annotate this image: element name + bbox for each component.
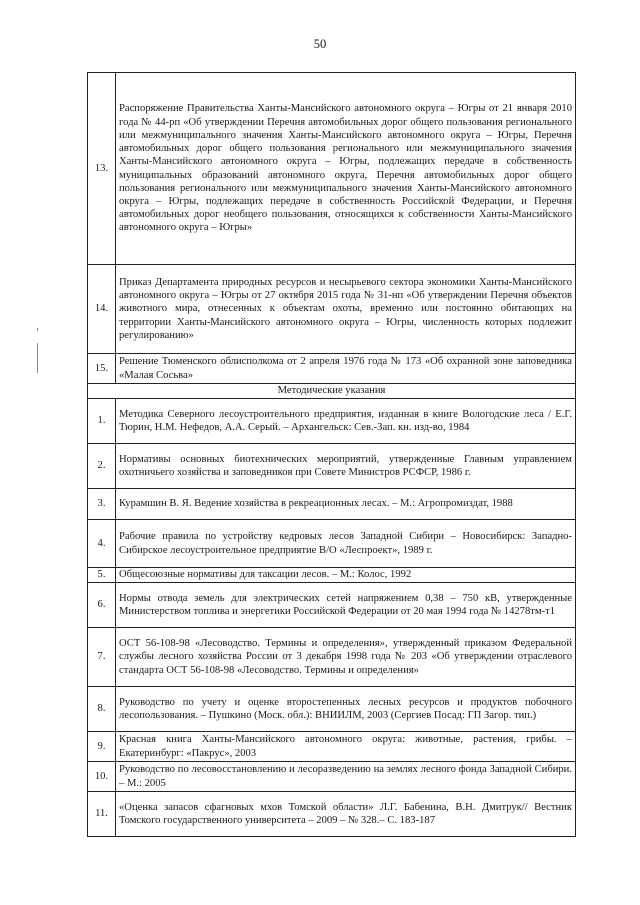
row-text: Распоряжение Правительства Ханты-Мансийского автономного округа – Югры от 21 января 2010 года № 44-рп «Об утверждении Перечня автомобильных дорог общего пользования регионального или межмуниципального значения Ханты-Мансийского автономного округа – Югры, Перечня автомобильных дорог общего пользования регионального или межмуниципального значения Ханты-Мансийского автономного округа – Югры, подлежащих передаче в собственность муниципальных образований автономного округа, Перечня автомобильных дорог общего пользования регионального или межмуниципального значения Ханты-Мансийского автономного округа – Югры, подлежащих передаче в собственность Российской Федерации, и Перечня автомобильных дорог необщего пользования, относящихся к собственности Ханты-Мансийского автономного округа – Югры» — [116, 73, 576, 265]
row-number: 7. — [88, 628, 116, 687]
row-number: 11. — [88, 792, 116, 837]
row-number: 1. — [88, 399, 116, 444]
row-text: «Оценка запасов сфагновых мхов Томской области» Л.Г. Бабенина, В.Н. Дмитрук// Вестник Томского государственного университета – 2009 – № 328.– С. 183-187 — [116, 792, 576, 837]
table-row — [88, 762, 576, 792]
table-row — [88, 399, 576, 444]
row-number: 6. — [88, 583, 116, 628]
row-text: Руководство по лесовосстановлению и лесоразведению на землях лесного фонда Западной Сибири. – М.: 2005 — [116, 762, 576, 792]
row-number: 9. — [88, 732, 116, 762]
table-row — [88, 444, 576, 489]
table-row — [88, 792, 576, 837]
section-title: Методические указания — [88, 384, 576, 399]
row-text: Рабочие правила по устройству кедровых лесов Западной Сибири – Новосибирск: Западно-Сибирское лесоустроительное предприятие В/О «Леспроект», 1989 г. — [116, 520, 576, 568]
table-row — [88, 73, 576, 265]
row-number: 10. — [88, 762, 116, 792]
row-number: 14. — [88, 265, 116, 354]
row-number: 4. — [88, 520, 116, 568]
table-row — [88, 265, 576, 354]
row-number: 5. — [88, 568, 116, 583]
margin-mark — [37, 328, 38, 331]
table-row — [88, 520, 576, 568]
table-row — [88, 583, 576, 628]
row-text: Нормы отвода земель для электрических сетей напряжением 0,38 – 750 кВ, утвержденные Министерством топлива и энергетики Российской Федерации от 20 мая 1994 года № 14278тм-т1 — [116, 583, 576, 628]
row-text: Методика Северного лесоустроительного предприятия, изданная в книге Вологодские леса / Е.Г. Тюрин, Н.М. Нефедов, А.А. Серый. – Архангельск: Сев.-Зап. кн. изд-во, 1984 — [116, 399, 576, 444]
row-text: Нормативы основных биотехнических мероприятий, утвержденные Главным управлением охотничьего хозяйства и заповедников при Совете Министров РСФСР, 1986 г. — [116, 444, 576, 489]
references-table — [87, 72, 576, 837]
row-text: Руководство по учету и оценке второстепенных лесных ресурсов и продуктов побочного лесопользования. – Пушкино (Моск. обл.): ВНИИЛМ, 2003 (Сергиев Посад: ГП Загор. тип.) — [116, 687, 576, 732]
row-number: 3. — [88, 489, 116, 520]
section-header-row — [88, 384, 576, 399]
row-text: Курамшин В. Я. Ведение хозяйства в рекреационных лесах. – М.: Агропромиздат, 1988 — [116, 489, 576, 520]
row-text: Общесоюзные нормативы для таксации лесов. – М.: Колос, 1992 — [116, 568, 576, 583]
row-number: 2. — [88, 444, 116, 489]
margin-mark — [37, 343, 38, 373]
table-row — [88, 628, 576, 687]
page-number: 50 — [313, 37, 327, 51]
row-text: ОСТ 56-108-98 «Лесоводство. Термины и определения», утвержденный приказом Федеральной службы лесного хозяйства России от 3 декабря 1998 года № 203 «Об утверждении отраслевого стандарта ОСТ 56-108-98 «Лесоводство. Термины и определения» — [116, 628, 576, 687]
row-text: Решение Тюменского облисполкома от 2 апреля 1976 года № 173 «Об охранной зоне заповедника «Малая Сосьва» — [116, 354, 576, 384]
table-row — [88, 489, 576, 520]
table-row — [88, 732, 576, 762]
table-row — [88, 687, 576, 732]
table-row — [88, 568, 576, 583]
row-text: Красная книга Ханты-Мансийского автономного округа: животные, растения, грибы. – Екатеринбург: «Пакрус», 2003 — [116, 732, 576, 762]
table-row — [88, 354, 576, 384]
row-number: 8. — [88, 687, 116, 732]
row-text: Приказ Департамента природных ресурсов и несырьевого сектора экономики Ханты-Мансийского автономного округа – Югры от 27 октября 2015 года № 31-нп «Об утверждении Перечня объектов животного мира, отнесенных к объектам охоты, временно или постоянно обитающих на территории Ханты-Мансийского автономного округа – Югры, численность которых подлежит регулированию» — [116, 265, 576, 354]
row-number: 15. — [88, 354, 116, 384]
row-number: 13. — [88, 73, 116, 265]
